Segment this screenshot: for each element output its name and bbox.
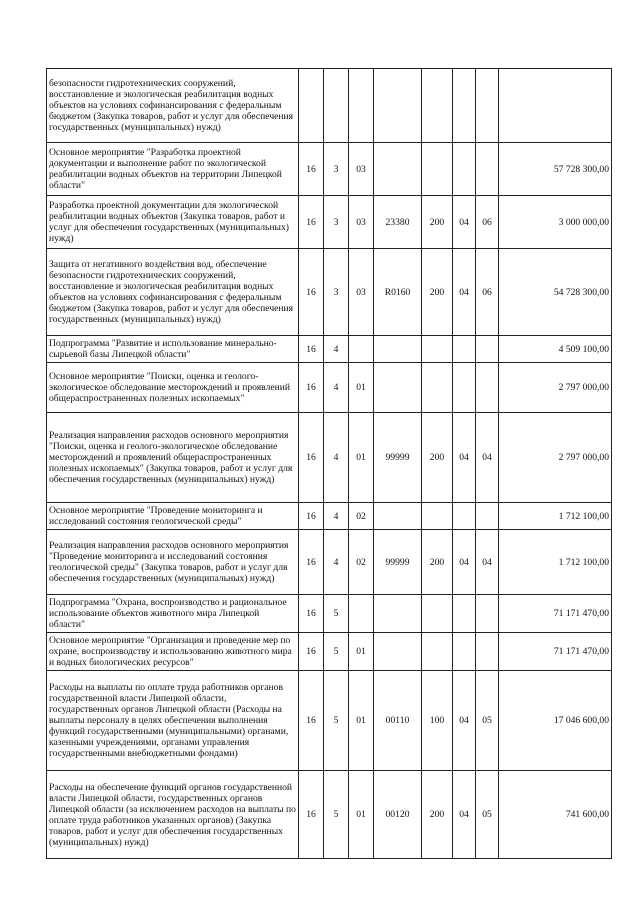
- table-row: [47, 530, 612, 595]
- program-code: 16: [299, 771, 324, 859]
- expense-type-code: [422, 69, 453, 143]
- program-code: 16: [299, 363, 324, 413]
- expense-direction-code: 00110: [374, 671, 422, 771]
- amount: [499, 69, 612, 143]
- subprogram-code: 5: [324, 671, 349, 771]
- activity-code: 03: [349, 249, 374, 336]
- amount: 4 509 100,00: [499, 336, 612, 363]
- table-row: [47, 671, 612, 771]
- program-code: 16: [299, 503, 324, 530]
- activity-code: 02: [349, 503, 374, 530]
- row-description: Основное мероприятие "Организация и проведение мер по охране, воспроизводству и использованию животного мира и водных биологических ресурсов": [47, 633, 299, 671]
- section-code: 04: [453, 771, 476, 859]
- row-description: Защита от негативного воздействия вод, обеспечение безопасности гидротехнических сооружений, восстановление и экологическая реабилитация водных объектов на условиях софинансирования с федеральным бюджетом (Закупка товаров, работ и услуг для обеспечения государственных (муниципальных) нужд): [47, 249, 299, 336]
- expense-direction-code: [374, 143, 422, 196]
- expense-direction-code: [374, 363, 422, 413]
- expense-direction-code: [374, 69, 422, 143]
- section-code: [453, 595, 476, 633]
- table-row: [47, 595, 612, 633]
- section-code: [453, 336, 476, 363]
- expense-type-code: 200: [422, 530, 453, 595]
- expense-type-code: 200: [422, 249, 453, 336]
- row-description: Основное мероприятие "Проведение мониторинга и исследований состояния геологической среды": [47, 503, 299, 530]
- activity-code: 01: [349, 671, 374, 771]
- subprogram-code: 5: [324, 771, 349, 859]
- row-description: Реализация направления расходов основного мероприятия "Проведение мониторинга и исследований состояния геологической среды" (Закупка товаров, работ и услуг для обеспечения государственных (муниципальных) нужд): [47, 530, 299, 595]
- activity-code: 01: [349, 413, 374, 503]
- program-code: 16: [299, 249, 324, 336]
- subsection-code: [476, 595, 499, 633]
- table-row: [47, 336, 612, 363]
- expense-type-code: 200: [422, 771, 453, 859]
- row-description: Основное мероприятие "Разработка проектной документации и выполнение работ по экологической реабилитации водных объектов на территории Липецкой области": [47, 143, 299, 196]
- subsection-code: [476, 336, 499, 363]
- budget-table: [46, 68, 612, 859]
- subsection-code: 06: [476, 249, 499, 336]
- section-code: 04: [453, 196, 476, 249]
- program-code: 16: [299, 143, 324, 196]
- subsection-code: 05: [476, 671, 499, 771]
- row-description: Разработка проектной документации для экологической реабилитации водных объектов (Закупка товаров, работ и услуг для обеспечения государственных (муниципальных) нужд): [47, 196, 299, 249]
- section-code: 04: [453, 249, 476, 336]
- section-code: [453, 633, 476, 671]
- subprogram-code: 3: [324, 249, 349, 336]
- amount: 71 171 470,00: [499, 595, 612, 633]
- row-description: безопасности гидротехнических сооружений, восстановление и экологическая реабилитация водных объектов на условиях софинансирования с федеральным бюджетом (Закупка товаров, работ и услуг для обеспечения государственных (муниципальных) нужд): [47, 69, 299, 143]
- amount: 2 797 000,00: [499, 413, 612, 503]
- subsection-code: 06: [476, 196, 499, 249]
- expense-direction-code: [374, 503, 422, 530]
- expense-type-code: [422, 336, 453, 363]
- expense-type-code: [422, 143, 453, 196]
- section-code: [453, 503, 476, 530]
- row-description: Расходы на выплаты по оплате труда работников органов государственной власти Липецкой области, государственных органов Липецкой области (Расходы на выплаты персоналу в целях обеспечения выполнения функций государственными (муниципальными) органами, казенными учреждениями, органами управления государственными внебюджетными фондами): [47, 671, 299, 771]
- expense-direction-code: [374, 336, 422, 363]
- program-code: 16: [299, 196, 324, 249]
- row-description: Основное мероприятие "Поиски, оценка и геолого-экологическое обследование месторождений и проявлений общераспространенных полезных ископаемых": [47, 363, 299, 413]
- expense-type-code: 200: [422, 196, 453, 249]
- row-description: Реализация направления расходов основного мероприятия "Поиски, оценка и геолого-экологическое обследование месторождений и проявлений общераспространенных полезных ископаемых" (Закупка товаров, работ и услуг для обеспечения государственных (муниципальных) нужд): [47, 413, 299, 503]
- amount: 57 728 300,00: [499, 143, 612, 196]
- program-code: 16: [299, 671, 324, 771]
- table-row: [47, 143, 612, 196]
- table-row: [47, 503, 612, 530]
- row-description: Подпрограмма "Охрана, воспроизводство и рациональное использование объектов животного мира Липецкой области": [47, 595, 299, 633]
- expense-direction-code: 99999: [374, 413, 422, 503]
- table-row: [47, 69, 612, 143]
- expense-type-code: 200: [422, 413, 453, 503]
- program-code: 16: [299, 530, 324, 595]
- expense-type-code: [422, 363, 453, 413]
- expense-type-code: [422, 633, 453, 671]
- expense-type-code: 100: [422, 671, 453, 771]
- activity-code: 02: [349, 530, 374, 595]
- amount: 1 712 100,00: [499, 530, 612, 595]
- activity-code: 01: [349, 633, 374, 671]
- program-code: [299, 69, 324, 143]
- amount: 2 797 000,00: [499, 363, 612, 413]
- activity-code: [349, 336, 374, 363]
- subprogram-code: 4: [324, 336, 349, 363]
- activity-code: 03: [349, 196, 374, 249]
- row-description: Расходы на обеспечение функций органов государственной власти Липецкой области, государственных органов Липецкой области (за исключением расходов на выплаты по оплате труда работников указанных органов) (Закупка товаров, работ и услуг для обеспечения государственных (муниципальных) нужд): [47, 771, 299, 859]
- table-row: [47, 249, 612, 336]
- amount: 54 728 300,00: [499, 249, 612, 336]
- activity-code: 01: [349, 771, 374, 859]
- table-row: [47, 196, 612, 249]
- subprogram-code: 4: [324, 413, 349, 503]
- program-code: 16: [299, 336, 324, 363]
- subsection-code: [476, 69, 499, 143]
- subprogram-code: 5: [324, 595, 349, 633]
- expense-direction-code: [374, 633, 422, 671]
- subprogram-code: 4: [324, 363, 349, 413]
- subsection-code: 05: [476, 771, 499, 859]
- expense-direction-code: 00120: [374, 771, 422, 859]
- table-row: [47, 633, 612, 671]
- expense-direction-code: R0160: [374, 249, 422, 336]
- table-row: [47, 363, 612, 413]
- amount: 741 600,00: [499, 771, 612, 859]
- subsection-code: [476, 363, 499, 413]
- section-code: 04: [453, 413, 476, 503]
- expense-direction-code: 99999: [374, 530, 422, 595]
- subsection-code: 04: [476, 530, 499, 595]
- subprogram-code: 5: [324, 633, 349, 671]
- section-code: 04: [453, 671, 476, 771]
- subsection-code: 04: [476, 413, 499, 503]
- activity-code: 01: [349, 363, 374, 413]
- program-code: 16: [299, 633, 324, 671]
- subprogram-code: 4: [324, 530, 349, 595]
- section-code: [453, 69, 476, 143]
- amount: 3 000 000,00: [499, 196, 612, 249]
- subsection-code: [476, 633, 499, 671]
- amount: 1 712 100,00: [499, 503, 612, 530]
- table-row: [47, 771, 612, 859]
- subsection-code: [476, 143, 499, 196]
- expense-direction-code: 23380: [374, 196, 422, 249]
- section-code: [453, 363, 476, 413]
- section-code: 04: [453, 530, 476, 595]
- amount: 71 171 470,00: [499, 633, 612, 671]
- amount: 17 046 600,00: [499, 671, 612, 771]
- expense-type-code: [422, 595, 453, 633]
- expense-type-code: [422, 503, 453, 530]
- expense-direction-code: [374, 595, 422, 633]
- activity-code: [349, 595, 374, 633]
- subprogram-code: 3: [324, 196, 349, 249]
- activity-code: [349, 69, 374, 143]
- subprogram-code: 4: [324, 503, 349, 530]
- program-code: 16: [299, 595, 324, 633]
- section-code: [453, 143, 476, 196]
- table-row: [47, 413, 612, 503]
- row-description: Подпрограмма "Развитие и использование минерально-сырьевой базы Липецкой области": [47, 336, 299, 363]
- subsection-code: [476, 503, 499, 530]
- program-code: 16: [299, 413, 324, 503]
- subprogram-code: [324, 69, 349, 143]
- activity-code: 03: [349, 143, 374, 196]
- subprogram-code: 3: [324, 143, 349, 196]
